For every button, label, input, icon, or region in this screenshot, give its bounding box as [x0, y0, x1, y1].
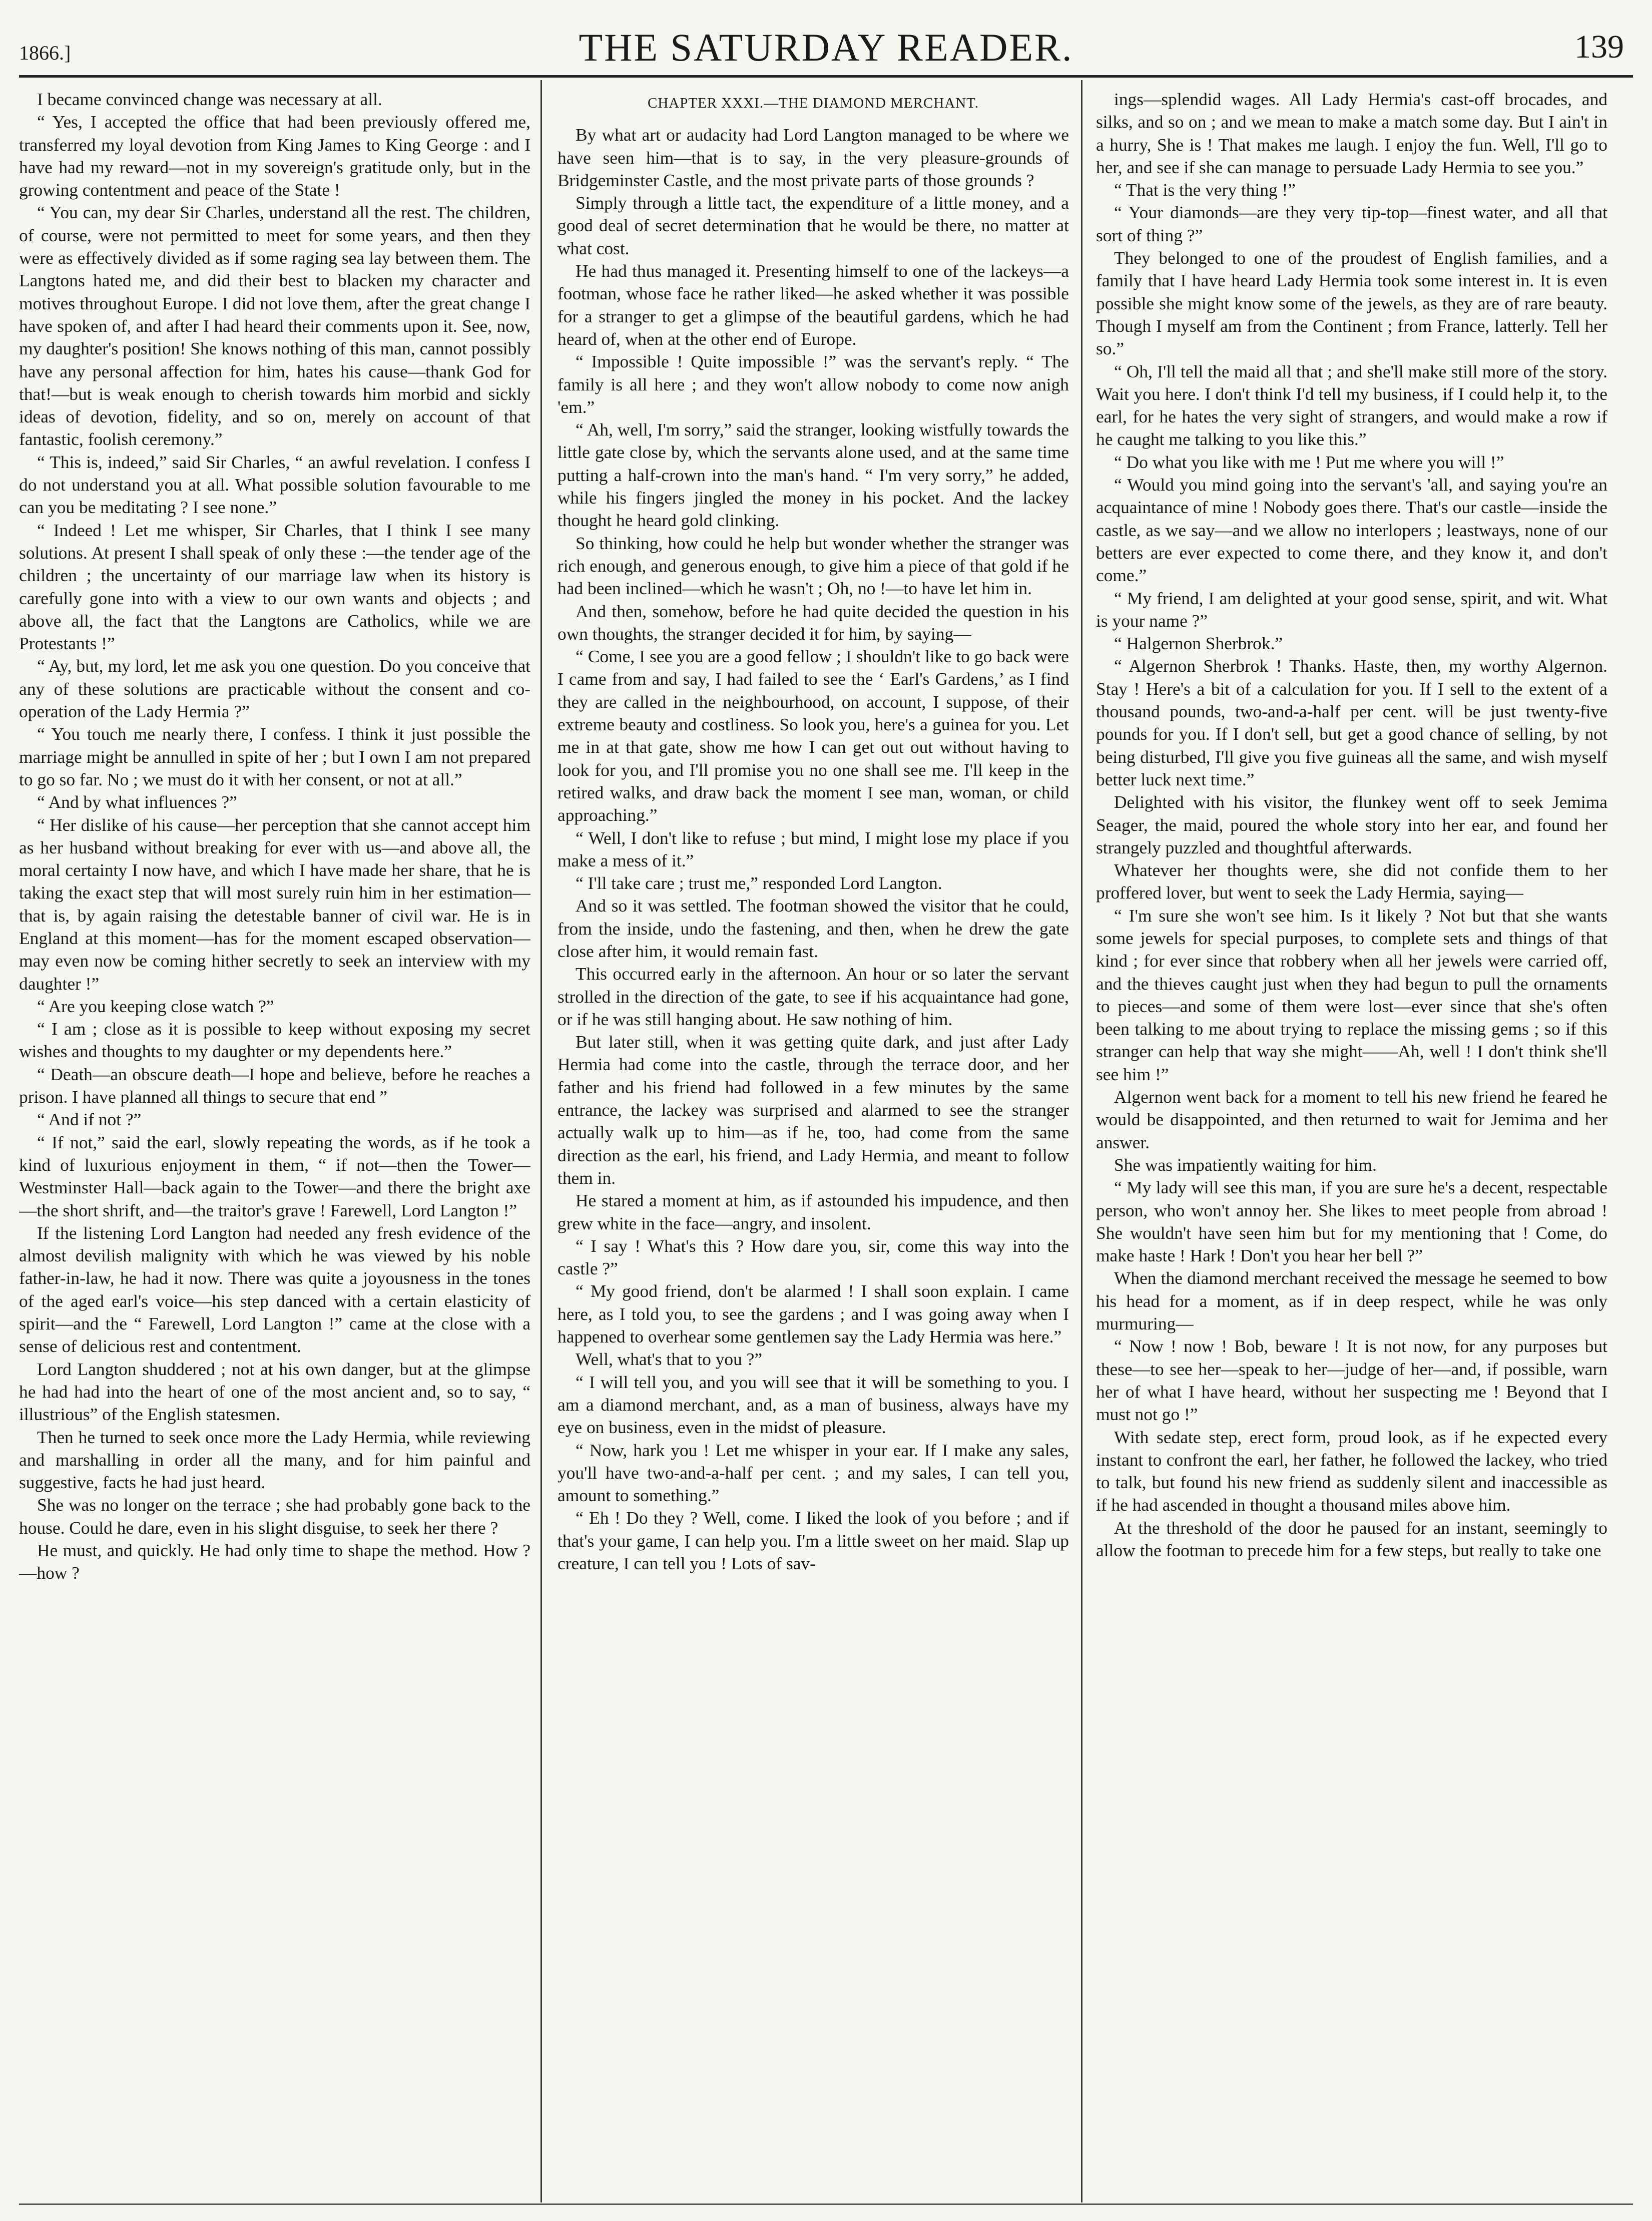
paragraph: “ I will tell you, and you will see that it will be something to you. I am a diamond merchant, and, as a man of business, always have my eye on business, even in the midst of pleasure. [558, 1372, 1069, 1438]
paragraph: “ Are you keeping close watch ?” [37, 996, 274, 1016]
paragraph: “ If not,” said the earl, slowly repeating the words, as if he took a kind of luxurious enjoyment in them, “ if not—then the Tower—Westminster Hall—back again to the Tower—and there the bright axe—the short shrift, and—the traitor's grave ! Farewell, Lord Langton !” [19, 1132, 530, 1220]
column-1 [19, 88, 530, 2199]
paragraph: With sedate step, erect form, proud look, as if he expected every instant to confront the earl, her father, he followed the lackey, who tried to talk, but found his new friend as suddenly silent and inaccessible as if he had ascended in thought a thousand miles above him. [1096, 1427, 1607, 1515]
paragraph: “ Ay, but, my lord, let me ask you one question. Do you conceive that any of these solutions are practicable without the consent and co-operation of the Lady Hermia ?” [19, 656, 530, 722]
paragraph: Simply through a little tact, the expenditure of a little money, and a good deal of secret determination that he would be there, no matter at what cost. [558, 193, 1069, 258]
paragraph: “ My lady will see this man, if you are sure he's a decent, respectable person, who won't annoy her. She likes to meet people from abroad ! She wouldn't have seen him but for my mentioning that ! Come, do make haste ! Hark ! Don't you hear her bell ?” [1096, 1177, 1607, 1266]
paragraph: “ You can, my dear Sir Charles, understand all the rest. The children, of course, were not permitted to meet for some years, and then they were as effectively divided as if some raging sea lay between them. The Langtons hated me, and did their best to blacken my character and motives throughout Europe. I did not love them, after the great change I have spoken of, and after I had heard their comments upon it. See, now, my daughter's position! She knows nothing of this man, cannot possibly have any personal affection for him, hates his cause—thank God for that!—but is weak enough to cherish towards him morbid and sickly ideas of devotion, fidelity, and so on, merely on account of that fantastic, foolish ceremony.” [19, 202, 530, 450]
paragraph: I became convinced change was necessary at all. [37, 89, 382, 109]
paragraph: “ And if not ?” [37, 1109, 142, 1130]
paragraph: This occurred early in the afternoon. An hour or so later the servant strolled in the direction of the gate, to see if his acquaintance had gone, or if he was still hanging about. He saw nothing of him. [558, 964, 1069, 1029]
paragraph: “ Well, I don't like to refuse ; but mind, I might lose my place if you make a mess of it.” [558, 827, 1069, 870]
paragraph: “ This is, indeed,” said Sir Charles, “ an awful revelation. I confess I do not understand you at all. What possible solution favourable to me can you be meditating ? I see none.” [19, 452, 530, 518]
paragraph: “ Death—an obscure death—I hope and believe, before he reaches a prison. I have planned all things to secure that end ” [19, 1064, 530, 1107]
paragraph: At the threshold of the door he paused for an instant, seemingly to allow the footman to precede him for a few steps, but really to take one [1096, 1517, 1607, 1560]
paragraph: “ I say ! What's this ? How dare you, sir, come this way into the castle ?” [558, 1235, 1069, 1279]
paragraph: “ Would you mind going into the servant's 'all, and saying you're an acquaintance of mine ! Nobody goes there. That's our castle—inside the castle, as we say—and we allow no interlopers ; leastways, none of our betters are ever expected to come there, and they know it, and don't come.” [1096, 475, 1607, 586]
paragraph: “ Halgernon Sherbrok.” [1114, 633, 1283, 654]
paragraph: “ My friend, I am delighted at your good sense, spirit, and wit. What is your name ?” [1096, 588, 1607, 631]
paragraph: He stared a moment at him, as if astounded his impudence, and then grew white in the face—angry, and insolent. [558, 1190, 1069, 1233]
paragraph: “ Indeed ! Let me whisper, Sir Charles, that I think I see many solutions. At present I shall speak of only these :—the tender age of the children ; the uncertainty of our marriage law when its history is carefully gone into with a view to our own wants and objects ; and above all, the fact that the Langtons are Catholics, while we are Protestants !” [19, 520, 530, 654]
paragraph: He had thus managed it. Presenting himself to one of the lackeys—a footman, whose face he rather liked—he asked whether it was possible for a stranger to get a glimpse of the beautiful gardens, which he had heard of, when at the other end of Europe. [558, 261, 1069, 349]
issue-year: 1866.] [19, 42, 71, 64]
paragraph: Lord Langton shuddered ; not at his own danger, but at the glimpse he had had into the heart of one of the most ancient and, so to say, “ illustrious” of the English statesmen. [19, 1359, 530, 1425]
paragraph: “ I am ; close as it is possible to keep without exposing my secret wishes and thoughts to my daughter or my dependents here.” [19, 1019, 530, 1062]
paragraph: By what art or audacity had Lord Langton managed to be where we have seen him—that is to say, in the very pleasure-grounds of Bridgeminster Castle, and the most private parts of those grounds ? [558, 125, 1069, 190]
paragraph: “ I'm sure she won't see him. Is it likely ? Not but that she wants some jewels for special purposes, to complete sets and things of that kind ; for ever since that robbery when all her jewels were carried off, and the thieves caught just when they had begun to pull the ornaments to pieces—and some of them were lost—ever since that she's often been talking to me about trying to replace the missing gems ; so if this stranger can help that way she might——Ah, well ! I don't think she'll see him !” [1096, 905, 1607, 1084]
paragraph: But later still, when it was getting quite dark, and just after Lady Hermia had come into the castle, through the terrace door, and her father and his friend had followed in a few minutes by the same entrance, the lackey was surprised and alarmed to see the stranger actually walk up to him—as if he, too, had come from the same direction as the earl, his friend, and Lady Hermia, and meant to follow them in. [558, 1032, 1069, 1188]
paragraph: Well, what's that to you ?” [576, 1349, 763, 1370]
paragraph: She was impatiently waiting for him. [1114, 1154, 1377, 1175]
footer-rule [19, 2203, 1633, 2205]
paragraph: “ That is the very thing !” [1114, 180, 1296, 200]
paragraph: “ Yes, I accepted the office that had been previously offered me, transferred my loyal devotion from King James to King George : and I have had my reward—not in my sovereign's gratitude only, but in the growing contentment and peace of the State ! [19, 112, 530, 200]
paragraph: Whatever her thoughts were, she did not confide them to her proffered lover, but went to seek the Lady Hermia, saying— [1096, 860, 1607, 903]
column-2 [558, 88, 1069, 2199]
paragraph: “ My good friend, don't be alarmed ! I shall soon explain. I came here, as I told you, to see the gardens ; and I was going away when I happened to overhear some gentlemen say the Lady Hermia was here.” [558, 1281, 1069, 1347]
page-header [19, 24, 1633, 74]
paragraph: Then he turned to seek once more the Lady Hermia, while reviewing and marshalling in order all the many, and for him painful and suggestive, facts he had just heard. [19, 1427, 530, 1493]
paragraph: “ Impossible ! Quite impossible !” was the servant's reply. “ The family is all here ; and they won't allow nobody to come now anigh 'em.” [558, 351, 1069, 417]
paragraph: So thinking, how could he help but wonder whether the stranger was rich enough, and generous enough, to give him a piece of that gold if he had been inclined—which he wasn't ; Oh, no !—to have let him in. [558, 533, 1069, 599]
paragraph: “ Come, I see you are a good fellow ; I shouldn't like to go back were I came from and say, I had failed to see the ‘ Earl's Gardens,’ as I find they are called in the neighbourhood, on account, I suppose, of their extreme beauty and costliness. So look you, here's a guinea for you. Let me in at that gate, show me how I can get out out without having to look for you, and I'll promise you no one shall see me. I'll keep in the retired walks, and draw back the moment I see man, woman, or child approaching.” [558, 646, 1069, 825]
paragraph: “ Now, hark you ! Let me whisper in your ear. If I make any sales, you'll have two-and-a-half per cent. ; and my sales, I can tell you, amount to something.” [558, 1440, 1069, 1506]
paragraph: “ Oh, I'll tell the maid all that ; and she'll make still more of the story. Wait you here. I don't think I'd tell my business, if I could help it, to the earl, for he hates the very sight of strangers, and would make a row if he caught me talking to you like this.” [1096, 361, 1607, 450]
paragraph: “ You touch me nearly there, I confess. I think it just possible the marriage might be annulled in spite of her ; but I own I am not prepared to go so far. No ; we must do it with her consent, or not at all.” [19, 724, 530, 789]
column-divider [1081, 80, 1082, 2202]
paragraph: “ Your diamonds—are they very tip-top—finest water, and all that sort of thing ?” [1096, 202, 1607, 245]
column-divider [540, 80, 542, 2202]
paragraph: And then, somehow, before he had quite decided the question in his own thoughts, the stranger decided it for him, by saying— [558, 601, 1069, 644]
header-rule [19, 75, 1633, 78]
paragraph: “ Now ! now ! Bob, beware ! It is not now, for any purposes but these—to see her—speak to her—judge of her—and, if possible, warn her of what I have heard, without her suspecting me ! Beyond that I must not go !” [1096, 1336, 1607, 1425]
paragraph: “ Do what you like with me ! Put me where you will !” [1114, 452, 1504, 472]
paragraph: “ Ah, well, I'm sorry,” said the stranger, looking wistfully towards the little gate close by, which the servants alone used, and at the same time putting a half-crown into the man's hand. “ I'm very sorry,” he added, while his fingers jingled the money in his pocket. And the lackey thought he heard gold clinking. [558, 419, 1069, 531]
paragraph: “ Algernon Sherbrok ! Thanks. Haste, then, my worthy Algernon. Stay ! Here's a bit of a calculation for you. If I sell to the extent of a thousand pounds, two-and-a-half per cent. will be just twenty-five pounds for you. If I don't sell, but get a good chance of selling, by not being disturbed, I'll give you five guineas all the same, and wish myself better luck next time.” [1096, 656, 1607, 789]
paragraph: He must, and quickly. He had only time to shape the method. How ?—how ? [19, 1540, 530, 1583]
publication-title: THE SATURDAY READER. [579, 26, 1073, 69]
chapter-heading: CHAPTER XXXI.—THE DIAMOND MERCHANT. [648, 95, 979, 111]
page-number: 139 [1574, 29, 1624, 65]
paragraph: If the listening Lord Langton had needed any fresh evidence of the almost devilish malignity with which he was viewed by his noble father-in-law, he had it now. There was quite a joyousness in the tones of the aged earl's voice—his step danced with a certain elasticity of spirit—and the “ Farewell, Lord Langton !” came at the close with a sense of delicious rest and contentment. [19, 1222, 530, 1357]
paragraph: “ Eh ! Do they ? Well, come. I liked the look of you before ; and if that's your game, I can help you. I'm a little sweet on her maid. Slap up creature, I can tell you ! Lots of sav- [558, 1508, 1069, 1573]
paragraph: And so it was settled. The footman showed the visitor that he could, from the inside, undo the fastening, and then, when he drew the gate close after him, it would remain fast. [558, 896, 1069, 961]
paragraph: “ And by what influences ?” [37, 792, 237, 812]
paragraph: ings—splendid wages. All Lady Hermia's cast-off brocades, and silks, and so on ; and we mean to make a match some day. But I ain't in a hurry, She is ! That makes me laugh. I enjoy the fun. Well, I'll go to her, and see if she can manage to persuade Lady Hermia to see you.” [1096, 89, 1607, 177]
paragraph: Delighted with his visitor, the flunkey went off to seek Jemima Seager, the maid, poured the whole story into her ear, and found her strangely puzzled and thoughtful afterwards. [1096, 792, 1607, 857]
column-3 [1096, 88, 1607, 2199]
paragraph: She was no longer on the terrace ; she had probably gone back to the house. Could he dare, even in his slight disguise, to seek her there ? [19, 1495, 530, 1538]
paragraph: “ I'll take care ; trust me,” responded Lord Langton. [576, 873, 942, 894]
paragraph: “ Her dislike of his cause—her perception that she cannot accept him as her husband without breaking for ever with us—and above all, the moral certainty I now have, and which I have made her share, that he is taking the exact step that will most surely ruin him in her estimation—that is, by again raising the detestable banner of civil war. He is in England at this moment—has for the moment escaped observation—may even now be coming hither secretly to seek an interview with my daughter !” [19, 814, 530, 994]
paragraph: When the diamond merchant received the message he seemed to bow his head for a moment, as if in deep respect, while he was only murmuring— [1096, 1268, 1607, 1334]
paragraph: Algernon went back for a moment to tell his new friend he feared he would be disappointed, and then returned to wait for Jemima and her answer. [1096, 1087, 1607, 1152]
paragraph: They belonged to one of the proudest of English families, and a family that I have heard Lady Hermia took some interest in. It is even possible she might know some of the jewels, as they are of rare beauty. Though I myself am from the Continent ; from France, latterly. Tell her so.” [1096, 248, 1607, 359]
